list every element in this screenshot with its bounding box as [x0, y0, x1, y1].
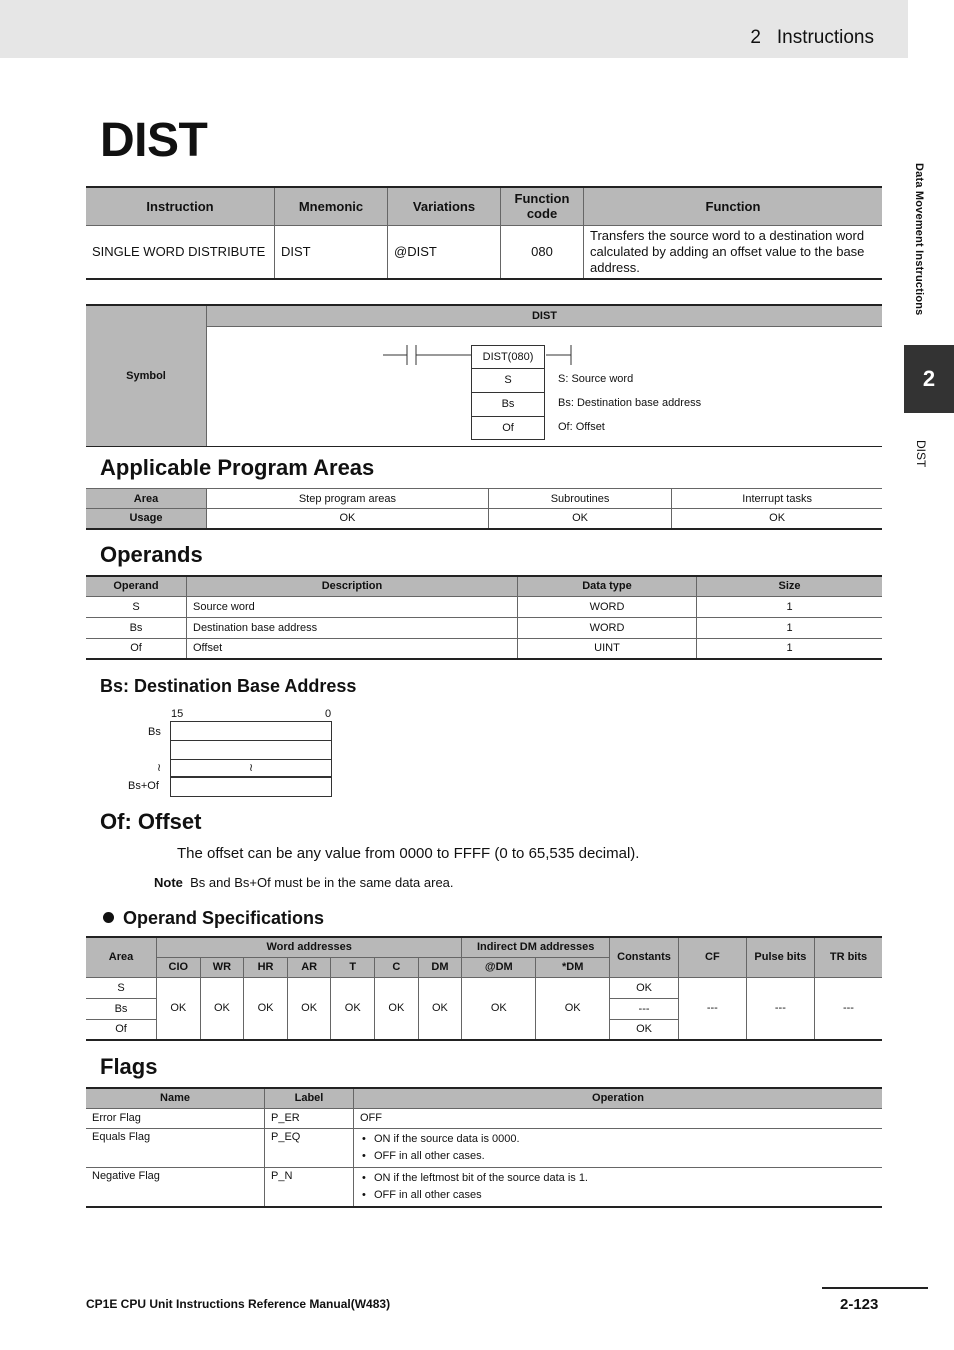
applicable-cell: OK: [488, 509, 671, 529]
applicable-heading: Applicable Program Areas: [100, 455, 375, 480]
specs-col-at-dm: @DM: [462, 957, 536, 977]
instruction-box-title: DIST(080): [471, 345, 545, 369]
specs-cell: ---: [814, 977, 882, 1040]
operands-heading: Operands: [100, 542, 203, 567]
table-row: [86, 638, 882, 659]
specs-col-wr: WR: [200, 957, 244, 977]
operands-header: Description: [187, 576, 518, 596]
operand-cell: Bs: [86, 617, 187, 638]
flag-operation: [354, 1167, 883, 1207]
table-row: [86, 1167, 882, 1207]
summary-cell: @DIST: [388, 225, 501, 279]
memory-map: [170, 721, 332, 797]
specs-col-dm: DM: [418, 957, 462, 977]
memory-word-bs-of: [170, 777, 332, 797]
flags-header: Name: [86, 1088, 265, 1108]
flag-operation-item: • ON if the leftmost bit of the source data is 1.: [374, 1170, 876, 1187]
specs-col-ar: AR: [287, 957, 331, 977]
summary-cell: DIST: [275, 225, 388, 279]
of-description: The offset can be any value from 0000 to FFFF (0 to 65,535 decimal).: [177, 845, 640, 862]
summary-cell: Transfers the source word to a destination word calculated by adding an offset value to the base address.: [584, 225, 883, 279]
bs-break-mark-center: ≀: [248, 762, 254, 774]
note-label: Note: [154, 875, 183, 890]
flag-operation-item: • ON if the source data is 0000.: [374, 1131, 876, 1148]
flag-name: Error Flag: [86, 1108, 265, 1128]
side-category-label: Data Movement Instructions: [913, 163, 925, 316]
applicable-table: [86, 488, 882, 530]
summary-cell: 080: [501, 225, 584, 279]
operands-header: Data type: [518, 576, 697, 596]
bullet-icon: [103, 912, 114, 923]
operand-cell: UINT: [518, 638, 697, 659]
applicable-label-usage: Usage: [86, 509, 207, 529]
specs-heading: Operand Specifications: [123, 908, 325, 928]
operands-header: Operand: [86, 576, 187, 596]
operands-header: Size: [697, 576, 883, 596]
flags-table: [86, 1087, 882, 1208]
operand-cell: 1: [697, 638, 883, 659]
specs-cell: OK: [418, 977, 462, 1040]
memory-word-break: [170, 760, 332, 777]
operand-cell: Source word: [187, 596, 518, 617]
specs-header-tr: TR bits: [814, 937, 882, 977]
symbol-block: [86, 304, 882, 447]
specs-cell: OK: [331, 977, 375, 1040]
summary-header: Mnemonic: [275, 187, 388, 225]
flag-name: Equals Flag: [86, 1128, 265, 1167]
note-text: Bs and Bs+Of must be in the same data area.: [190, 875, 454, 890]
specs-col-star-dm: *DM: [536, 957, 610, 977]
flag-operation: [354, 1128, 883, 1167]
summary-table: [86, 186, 882, 280]
flags-heading: Flags: [100, 1054, 158, 1079]
table-row: [86, 617, 882, 638]
table-row: [86, 977, 882, 998]
flag-operation: OFF: [354, 1108, 883, 1128]
table-row: [86, 596, 882, 617]
operand-cell: S: [86, 596, 187, 617]
flag-label: P_EQ: [265, 1128, 354, 1167]
bs-heading: Bs: Destination Base Address: [100, 676, 357, 696]
bs-row-label: Bs: [148, 726, 161, 738]
specs-header-area: Area: [86, 937, 157, 977]
specs-header-cf: CF: [678, 937, 746, 977]
flag-name: Negative Flag: [86, 1167, 265, 1207]
specs-cell: ---: [746, 977, 814, 1040]
section-title: Instructions: [776, 27, 874, 48]
applicable-label-area: Area: [86, 489, 207, 509]
applicable-cell: OK: [207, 509, 489, 529]
applicable-cell: Subroutines: [488, 489, 671, 509]
specs-cell: OK: [200, 977, 244, 1040]
specs-cell: OK: [375, 977, 419, 1040]
page-title: DIST: [100, 114, 208, 167]
specs-operand: Of: [86, 1019, 157, 1040]
operand-cell: WORD: [518, 617, 697, 638]
specs-constant: OK: [610, 1019, 679, 1040]
operand-cell: Destination base address: [187, 617, 518, 638]
specs-col-c: C: [375, 957, 419, 977]
specs-table: [86, 936, 882, 1041]
specs-col-hr: HR: [244, 957, 288, 977]
specs-header-word: Word addresses: [157, 937, 462, 957]
operand-desc-s: S: Source word: [558, 373, 634, 385]
specs-constant: ---: [610, 998, 679, 1019]
flags-header: Label: [265, 1088, 354, 1108]
flag-operation-item: • OFF in all other cases: [374, 1187, 876, 1204]
operand-desc-bs: Bs: Destination base address: [558, 397, 702, 409]
specs-header-constants: Constants: [610, 937, 679, 977]
operand-cell: WORD: [518, 596, 697, 617]
flag-operation-item: • OFF in all other cases.: [374, 1148, 876, 1165]
summary-header: Function: [584, 187, 883, 225]
bit-high-label: 15: [171, 708, 184, 720]
specs-cell: OK: [287, 977, 331, 1040]
table-row: [86, 1128, 882, 1167]
bit-low-label: 0: [325, 708, 332, 720]
specs-cell: OK: [244, 977, 288, 1040]
flag-label: P_ER: [265, 1108, 354, 1128]
specs-operand: Bs: [86, 998, 157, 1019]
operand-cell: Of: [86, 638, 187, 659]
applicable-cell: Step program areas: [207, 489, 489, 509]
bs-of-row-label: Bs+Of: [128, 780, 159, 792]
symbol-label: Symbol: [86, 306, 207, 446]
specs-cell: ---: [678, 977, 746, 1040]
footer-manual-title: CP1E CPU Unit Instructions Reference Manual(W483): [86, 1297, 391, 1311]
specs-cell: OK: [462, 977, 536, 1040]
specs-col-cio: CIO: [157, 957, 201, 977]
table-row: [86, 1108, 882, 1128]
operand-cell-bs: Bs: [471, 393, 545, 417]
specs-header-pulse: Pulse bits: [746, 937, 814, 977]
summary-header: Function code: [501, 187, 584, 225]
note: [154, 875, 454, 890]
specs-operand: S: [86, 977, 157, 998]
memory-word-next: [170, 741, 332, 760]
side-instruction-label: DIST: [914, 440, 928, 468]
of-heading: Of: Offset: [100, 809, 202, 834]
operand-cell: 1: [697, 617, 883, 638]
symbol-header: DIST: [207, 306, 882, 327]
header-title: [750, 27, 874, 49]
applicable-cell: OK: [672, 509, 882, 529]
specs-header-indirect: Indirect DM addresses: [462, 937, 610, 957]
bs-break-mark-left: ≀: [157, 762, 162, 774]
footer-page-number: 2-123: [840, 1296, 879, 1313]
specs-constant: OK: [610, 977, 679, 998]
side-chapter-tab: 2: [904, 345, 954, 413]
summary-header: Instruction: [86, 187, 275, 225]
operand-cell: 1: [697, 596, 883, 617]
memory-word-bs: [170, 721, 332, 741]
operands-table: [86, 575, 882, 660]
operand-cell-of: Of: [471, 417, 545, 440]
summary-cell: SINGLE WORD DISTRIBUTE: [86, 225, 275, 279]
footer-rule: [822, 1287, 928, 1289]
flag-label: P_N: [265, 1167, 354, 1207]
specs-col-t: T: [331, 957, 375, 977]
section-number: 2: [750, 27, 761, 48]
specs-cell: OK: [157, 977, 201, 1040]
summary-header: Variations: [388, 187, 501, 225]
specs-cell: OK: [536, 977, 610, 1040]
operand-cell: Offset: [187, 638, 518, 659]
applicable-cell: Interrupt tasks: [672, 489, 882, 509]
operand-desc-of: Of: Offset: [558, 421, 605, 433]
flags-header: Operation: [354, 1088, 883, 1108]
operand-cell-s: S: [471, 369, 545, 393]
instruction-box: [471, 345, 545, 440]
